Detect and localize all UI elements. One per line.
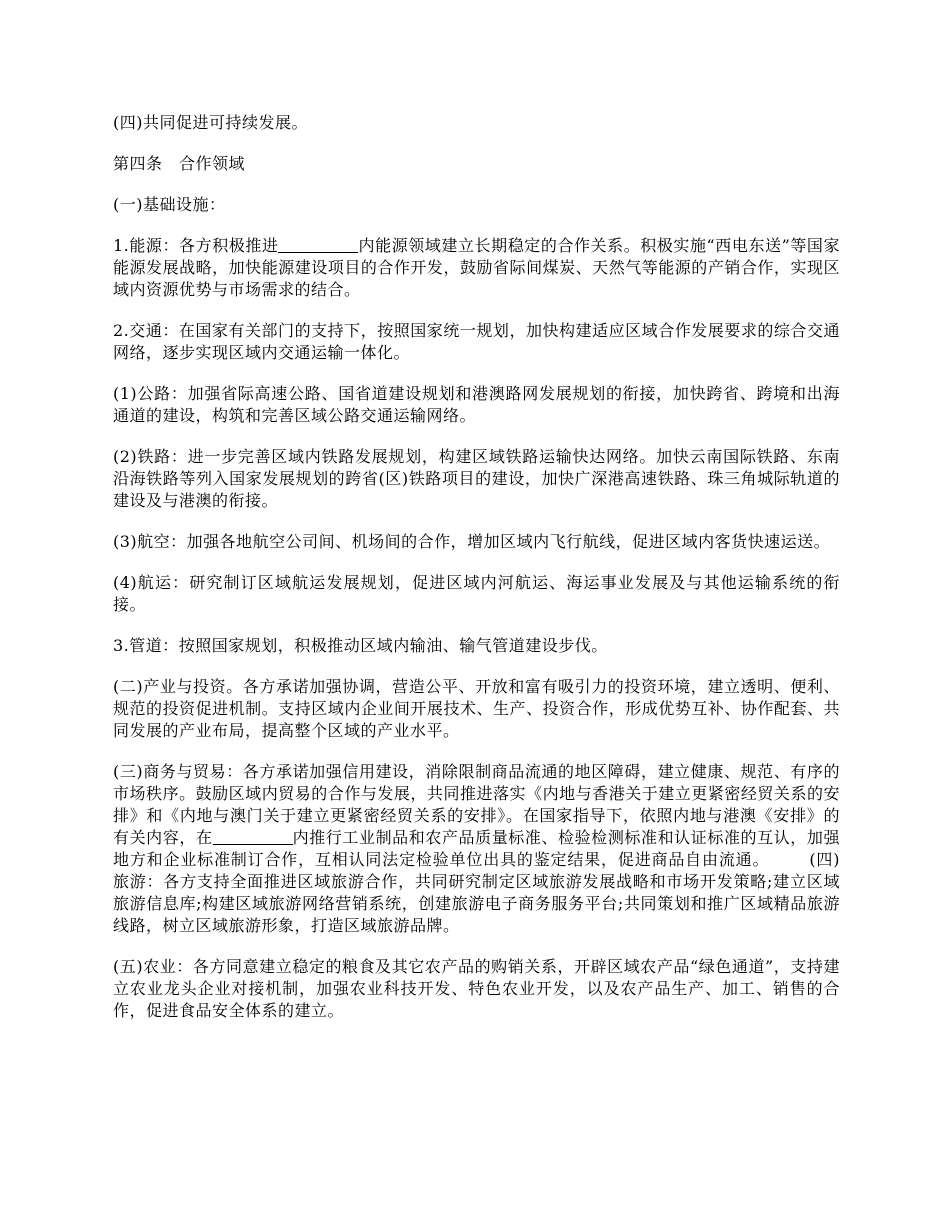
- paragraph-agriculture: (五)农业：各方同意建立稳定的粮食及其它农产品的购销关系，开辟区域农产品“绿色通道”，支持建立农业龙头企业对接机制，加强农业科技开发、特色农业开发，以及农产品生产、加工、销售的合作，促进食品安全体系的建立。: [113, 957, 840, 1020]
- document-page: [113, 112, 840, 1041]
- paragraph-railway: (2)铁路：进一步完善区域内铁路发展规划，构建区域铁路运输快达网络。加快云南国际铁路、东南沿海铁路等列入国家发展规划的跨省(区)铁路项目的建设，加快广深港高速铁路、珠三角城际轨道的建设及与港澳的衔接。: [113, 447, 840, 510]
- energy-text-start: 1.能源：各方积极推进: [113, 236, 279, 255]
- paragraph-transport: 2.交通：在国家有关部门的支持下，按照国家统一规划，加快构建适应区域合作发展要求的综合交通网络，逐步实现区域内交通运输一体化。: [113, 321, 840, 362]
- paragraph-aviation: (3)航空：加强各地航空公司间、机场间的合作，增加区域内飞行航线，促进区域内客货快速运送。: [113, 532, 831, 551]
- commerce-text-start: (三)商务与贸易：各方承诺加强信用建设，消除限制商品流通的地区障碍，建立健康、规范、有序的市场秩序。鼓励区域内贸易的合作与发展，共同推进落实《内地与香港关于建立更紧密经贸关系的安排》和《内地与澳门关于建立更紧密经贸关系的安排》。在国家指导下，依照内地与港澳《安排》的有关内容，在: [113, 762, 840, 847]
- paragraph-commerce-trade: [113, 761, 840, 937]
- fill-in-blank: [213, 828, 293, 845]
- paragraph-pipeline: 3.管道：按照国家规划，积极推动区域内输油、输气管道建设步伐。: [113, 636, 608, 655]
- article-heading: 第四条 合作领域: [113, 154, 246, 173]
- energy-text-end: 内能源领域建立长期稳定的合作关系。积极实施“西电东送”等国家能源发展战略，加快能源建设项目的合作开发，鼓励省际间煤炭、天然气等能源的产销合作，实现区域内资源优势与市场需求的结合。: [113, 236, 840, 299]
- paragraph-shipping: (4)航运：研究制订区域航运发展规划，促进区域内河航运、海运事业发展及与其他运输系统的衔接。: [113, 573, 840, 614]
- commerce-text-end: 内推行工业制品和农产品质量标准、检验检测标准和认证标准的互认，加强地方和企业标准制订合作，互相认同法定检验单位出具的鉴定结果，促进商品自由流通。: [113, 828, 840, 869]
- paragraph-industry-investment: (二)产业与投资。各方承诺加强协调，营造公平、开放和富有吸引力的投资环境，建立透明、便利、规范的投资促进机制。支持区域内企业间开展技术、生产、投资合作，形成优势互补、协作配套、共同发展的产业布局，提高整个区域的产业水平。: [113, 677, 840, 740]
- paragraph-sustainable-development: (四)共同促进可持续发展。: [113, 113, 308, 132]
- paragraph-highway: (1)公路：加强省际高速公路、国省道建设规划和港澳路网发展规划的衔接，加快跨省、跨境和出海通道的建设，构筑和完善区域公路交通运输网络。: [113, 384, 840, 425]
- paragraph-energy: [113, 235, 840, 301]
- fill-in-blank: [278, 236, 358, 253]
- tourism-text: (四)旅游：各方支持全面推进区域旅游合作，共同研究制定区域旅游发展战略和市场开发策略;建立区域旅游信息库;构建区域旅游网络营销系统，创建旅游电子商务服务平台;共同策划和推广区域精品旅游线路，树立区域旅游形象，打造区域旅游品牌。: [113, 850, 840, 935]
- section-infrastructure: (一)基础设施：: [113, 195, 226, 214]
